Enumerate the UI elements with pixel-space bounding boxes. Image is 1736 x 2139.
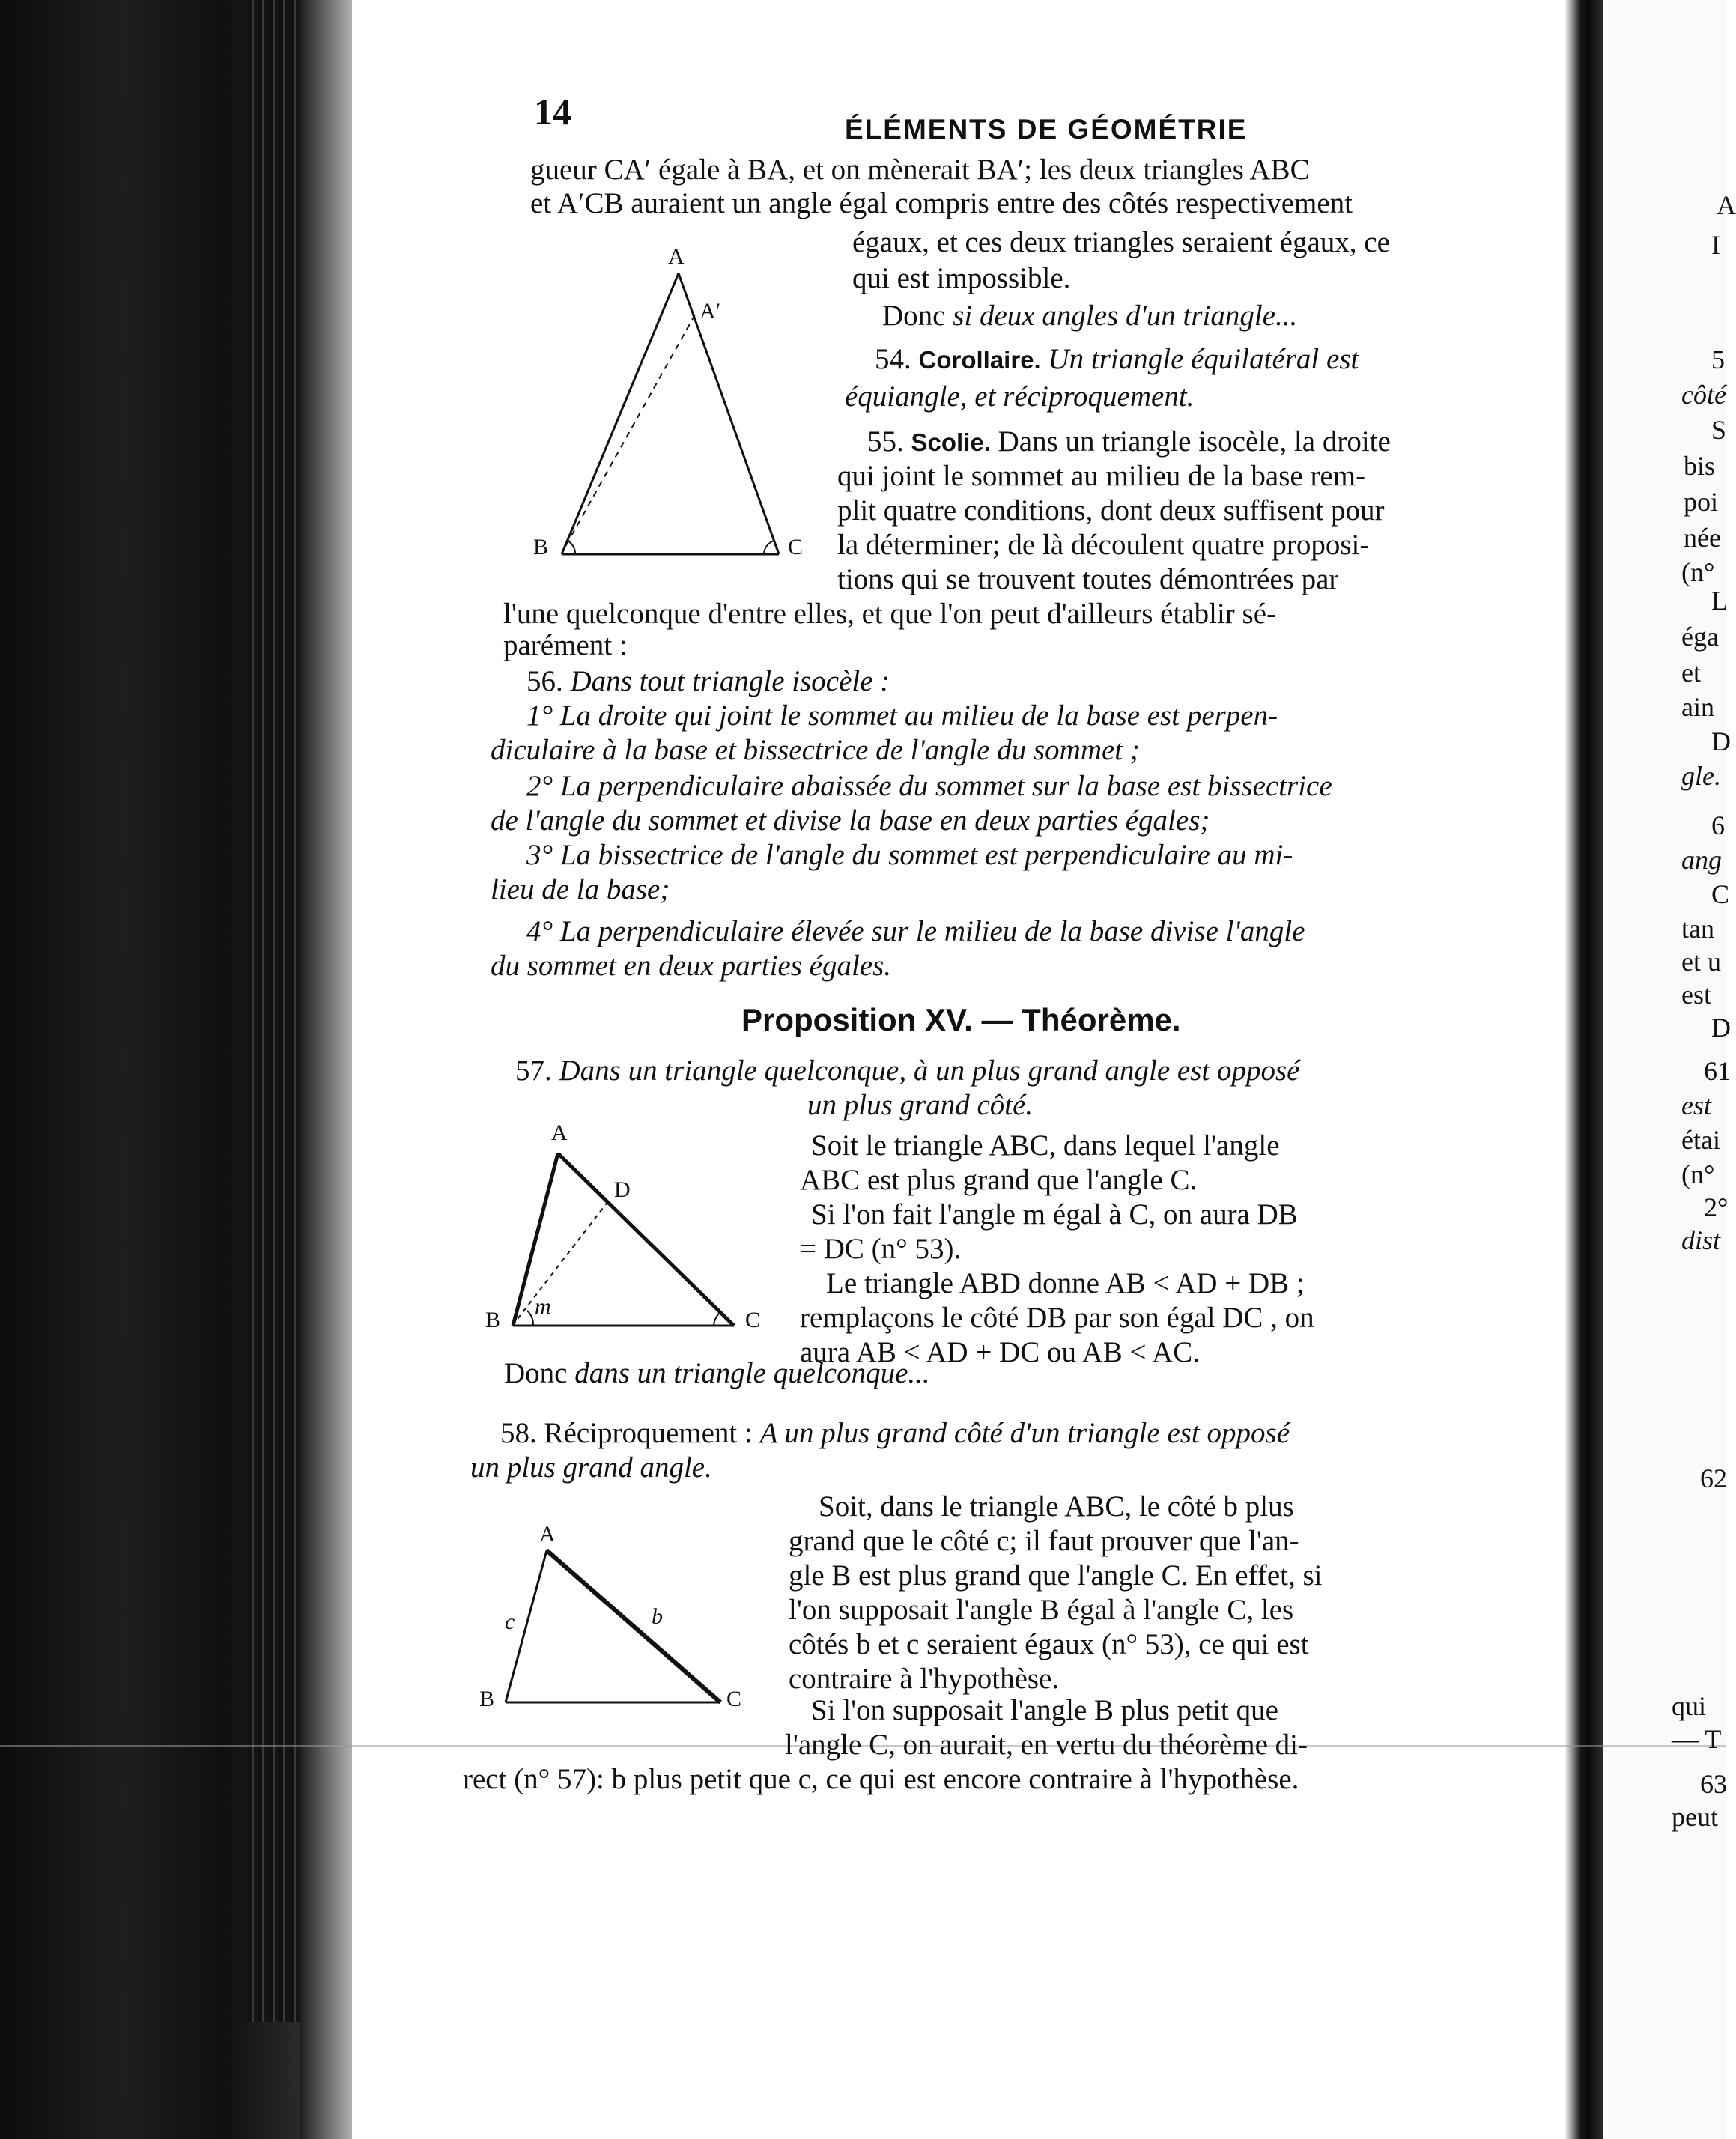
section-56-line-5: 3° La bissectrice de l'angle du sommet est perpendiculaire au mi- xyxy=(526,839,1293,871)
page-number: 14 xyxy=(534,91,571,133)
section-56-line-6: lieu de la base; xyxy=(491,873,670,905)
fig2-label-b: B xyxy=(485,1308,501,1332)
section-55-line-4: la déterminer; de là découlent quatre proposi- xyxy=(837,529,1370,561)
next-frag: ang xyxy=(1681,845,1722,875)
fig3-label-side-c: c xyxy=(505,1609,515,1634)
fig2-label-d: D xyxy=(614,1177,631,1202)
next-frag: D xyxy=(1711,1013,1731,1043)
section-58-body-3: gle B est plus grand que l'angle C. En effet, si xyxy=(789,1559,1323,1592)
section-54-line-1: 54. Corollaire. Un triangle équilatéral est xyxy=(875,343,1359,375)
section-54-line-2: équiangle, et réciproquement. xyxy=(845,380,1195,413)
next-frag: I xyxy=(1711,230,1720,260)
running-title: ÉLÉMENTS DE GÉOMÉTRIE xyxy=(845,114,1248,145)
section-56-line-7: 4° La perpendiculaire élevée sur le milieu de la base divise l'angle xyxy=(526,915,1305,947)
intro-line-1: gueur CA′ égale à BA, et on mènerait BA′; les deux triangles ABC xyxy=(530,154,1310,186)
fig3-label-c: C xyxy=(726,1687,742,1711)
fig2-angle-m-arc xyxy=(527,1311,533,1326)
next-frag: ain xyxy=(1681,692,1714,722)
section-55-line-6: l'une quelconque d'entre elles, et que l'on peut d'ailleurs établir sé- xyxy=(503,598,1276,630)
section-58-body-8: l'angle C, on aurait, en vertu du théorème di- xyxy=(785,1729,1308,1761)
next-frag: peut xyxy=(1672,1802,1718,1832)
fig1-angle-b-arc xyxy=(568,541,575,554)
fig2-label-c: C xyxy=(745,1308,761,1332)
next-frag: 63 xyxy=(1700,1769,1727,1799)
section-56-line-1: 1° La droite qui joint le sommet au milieu de la base est perpen- xyxy=(526,700,1278,732)
figure-isosceles-triangle xyxy=(524,244,839,569)
next-frag: S xyxy=(1711,415,1727,445)
next-frag: éga xyxy=(1681,622,1719,652)
section-58-body-2: grand que le côté c; il faut prouver que l'an- xyxy=(789,1525,1299,1557)
fig2-label-a: A xyxy=(551,1120,568,1145)
section-56-line-2: diculaire à la base et bissectrice de l'angle du sommet ; xyxy=(491,734,1140,766)
next-frag: est xyxy=(1681,980,1711,1010)
section-58-line-1: 58. Réciproquement : A un plus grand côté d'un triangle est opposé xyxy=(500,1417,1290,1449)
section-58-body-9: rect (n° 57): b plus petit que c, ce qui est encore contraire à l'hypothèse. xyxy=(463,1763,1299,1795)
section-56-line-3: 2° La perpendiculaire abaissée du sommet sur la base est bissectrice xyxy=(526,770,1332,802)
next-frag: côté xyxy=(1681,380,1726,410)
section-57-statement-2: un plus grand côté. xyxy=(807,1089,1034,1121)
fig1-side-ab xyxy=(562,273,679,554)
next-frag: 6 xyxy=(1711,810,1725,840)
fig1-label-b: B xyxy=(533,535,549,559)
fig3-side-b xyxy=(547,1550,720,1702)
next-frag: née xyxy=(1684,523,1721,553)
fig1-label-a: A xyxy=(668,244,685,269)
next-frag: et xyxy=(1681,658,1701,688)
next-frag: (n° xyxy=(1681,1159,1715,1189)
fig1-angle-c-arc xyxy=(764,541,774,554)
section-58-body-6: contraire à l'hypothèse. xyxy=(789,1663,1060,1695)
section-57-line-5: Le triangle ABD donne AB < AD + DB ; xyxy=(826,1267,1305,1299)
section-57-line-7: aura AB < AD + DC ou AB < AC. xyxy=(800,1336,1201,1368)
section-55-line-3: plit quatre conditions, dont deux suffisent pour xyxy=(837,494,1385,527)
next-frag: dist xyxy=(1681,1225,1721,1255)
next-frag: L xyxy=(1711,586,1728,616)
next-frag: qui xyxy=(1672,1691,1707,1721)
proposition-heading: Proposition XV. — Théorème. xyxy=(741,1002,1181,1037)
section-58-body-5: côtés b et c seraient égaux (n° 53), ce qui est xyxy=(789,1628,1309,1660)
next-frag: D xyxy=(1711,726,1731,756)
fig1-label-a-prime: A′ xyxy=(699,299,721,324)
fig3-label-b: B xyxy=(479,1687,495,1711)
fig1-dashed-ba-prime xyxy=(563,315,695,550)
next-frag: A xyxy=(1717,190,1736,220)
section-57-line-1: Soit le triangle ABC, dans lequel l'angle xyxy=(811,1129,1280,1162)
next-frag: 5 xyxy=(1711,345,1725,374)
section-57-conclusion: Donc dans un triangle quelconque... xyxy=(504,1357,930,1389)
section-58-body-1: Soit, dans le triangle ABC, le côté b plus xyxy=(819,1490,1294,1523)
section-58-body-4: l'on supposait l'angle B égal à l'angle C, les xyxy=(789,1594,1294,1626)
next-frag: tan xyxy=(1681,914,1714,944)
fig1-label-c: C xyxy=(788,535,804,559)
section-55-line-1: 55. Scolie. Dans un triangle isocèle, la droite xyxy=(867,425,1391,458)
next-frag: et u xyxy=(1681,947,1721,977)
fig2-angle-c-arc xyxy=(714,1312,720,1326)
center-gutter xyxy=(1565,0,1603,2139)
next-frag: poi xyxy=(1684,487,1719,517)
next-frag: C xyxy=(1711,879,1730,909)
next-frag: 62 xyxy=(1700,1463,1727,1493)
next-frag: étai xyxy=(1681,1125,1720,1155)
section-57-line-2: ABC est plus grand que l'angle C. xyxy=(800,1164,1198,1196)
section-56-line-8: du sommet en deux parties égales. xyxy=(491,950,892,982)
section-58-body-7: Si l'on supposait l'angle B plus petit que xyxy=(811,1694,1278,1726)
page-edges xyxy=(247,0,300,2022)
section-58-line-2: un plus grand angle. xyxy=(470,1451,712,1484)
fig3-label-a: A xyxy=(539,1522,556,1547)
next-frag: — T xyxy=(1672,1724,1722,1754)
fig3-label-side-b: b xyxy=(652,1604,663,1629)
intro-conclusion: Donc si deux angles d'un triangle... xyxy=(882,300,1298,332)
fig1-side-ac xyxy=(679,273,779,554)
section-57-line-6: remplaçons le côté DB par son égal DC , on xyxy=(800,1302,1314,1334)
section-57-line-4: = DC (n° 53). xyxy=(800,1233,962,1265)
section-55-line-2: qui joint le sommet au milieu de la base rem- xyxy=(837,460,1366,492)
figure-scalene-triangle-abd xyxy=(479,1120,779,1341)
intro-line-4: qui est impossible. xyxy=(852,262,1071,294)
fig2-side-ac xyxy=(558,1153,734,1326)
next-frag: (n° xyxy=(1681,557,1715,587)
intro-line-3: égaux, et ces deux triangles seraient égaux, ce xyxy=(852,226,1390,258)
section-56-intro: 56. Dans tout triangle isocèle : xyxy=(526,665,890,697)
section-55-line-7: parément : xyxy=(503,629,628,661)
intro-line-2: et A′CB auraient un angle égal compris entre des côtés respectivement xyxy=(530,187,1353,219)
next-frag: est xyxy=(1681,1090,1711,1120)
fig2-label-m: m xyxy=(535,1294,551,1319)
next-frag: gle. xyxy=(1681,761,1721,791)
section-56-line-4: de l'angle du sommet et divise la base en deux parties égales; xyxy=(491,804,1210,837)
section-55-line-5: tions qui se trouvent toutes démontrées par xyxy=(837,563,1339,595)
section-57-statement-1: 57. Dans un triangle quelconque, à un plus grand angle est opposé xyxy=(515,1055,1300,1087)
next-frag: 2° xyxy=(1704,1192,1729,1222)
next-frag: bis xyxy=(1684,451,1716,481)
section-57-line-3: Si l'on fait l'angle m égal à C, on aura DB xyxy=(811,1198,1298,1231)
figure-triangle-sides-b-c xyxy=(479,1519,749,1729)
next-frag: 61 xyxy=(1704,1056,1731,1086)
